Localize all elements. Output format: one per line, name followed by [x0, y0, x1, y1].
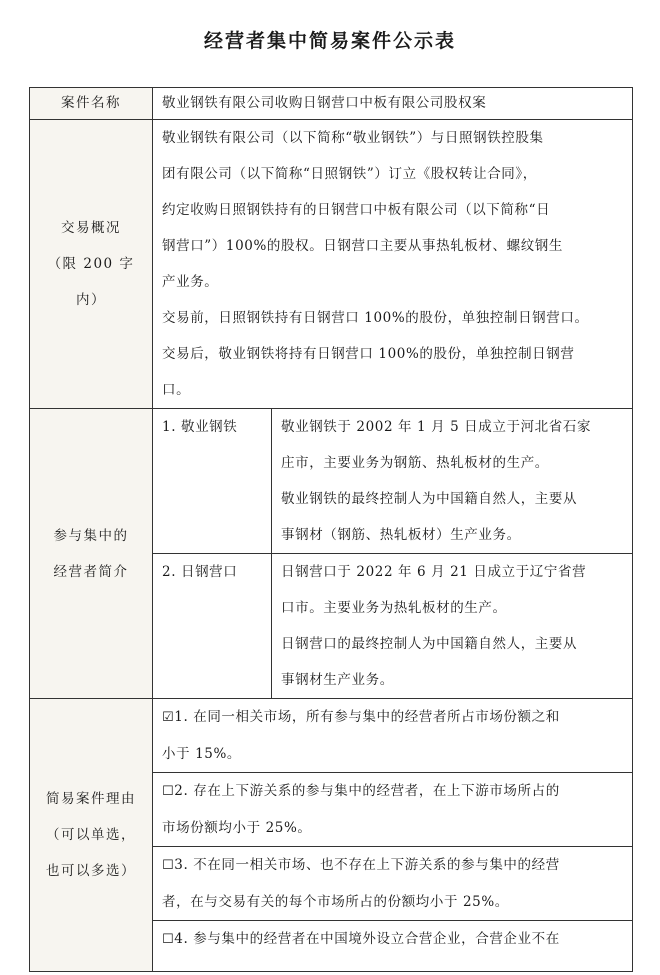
- case-name-value: 敬业钢铁有限公司收购日钢营口中板有限公司股权案: [162, 95, 487, 111]
- party-description-line: 敬业钢铁的最终控制人为中国籍自然人，主要从: [281, 491, 578, 507]
- party-name: 1. 敬业钢铁: [153, 409, 272, 554]
- party-description-line: 敬业钢铁于 2002 年 1 月 5 日成立于河北省石家: [281, 419, 592, 435]
- overview-line: 交易前，日照钢铁持有日钢营口 100%的股份，单独控制日钢营口。: [162, 310, 589, 326]
- disclosure-form-table: [29, 87, 633, 972]
- overview-label-line: （限 200 字: [47, 256, 135, 272]
- parties-label: [30, 409, 153, 699]
- checkbox-checked-icon[interactable]: ☑: [162, 710, 175, 725]
- case-name-cell: [153, 88, 633, 120]
- reasons-label-line: 简易案件理由: [46, 791, 136, 807]
- reason-text-line: 小于 15%。: [162, 746, 241, 762]
- reason-option: [153, 920, 632, 971]
- overview-label: [30, 120, 153, 409]
- parties-label-line: 参与集中的: [53, 527, 129, 544]
- parties-cell: [153, 409, 633, 699]
- reasons-label-line: （可以单选，: [46, 827, 136, 843]
- checkbox-unchecked-icon[interactable]: ☐: [162, 932, 175, 947]
- party-description-line: 口市。主要业务为热轧板材的生产。: [281, 600, 507, 616]
- reason-text-line: 4. 参与集中的经营者在中国境外设立合营企业，合营企业不在: [174, 931, 560, 947]
- party-description-line: 日钢营口于 2022 年 6 月 21 日成立于辽宁省营: [281, 564, 587, 580]
- reason-option: [153, 699, 632, 772]
- reasons-cell: [153, 699, 633, 972]
- overview-cell: [153, 120, 633, 409]
- case-name-label-text: 案件名称: [61, 95, 121, 111]
- party-description: [272, 554, 633, 699]
- reasons-label: [30, 699, 153, 972]
- reason-text-line: 1. 在同一相关市场，所有参与集中的经营者所占市场份额之和: [174, 709, 560, 725]
- overview-row: [30, 120, 633, 409]
- overview-line: 约定收购日照钢铁持有的日钢营口中板有限公司（以下简称“日: [162, 202, 551, 218]
- checkbox-unchecked-icon[interactable]: ☐: [162, 784, 175, 799]
- party-description-line: 庄市，主要业务为钢筋、热轧板材的生产。: [281, 455, 549, 471]
- reason-option: [153, 772, 632, 846]
- reason-text-line: 市场份额均小于 25%。: [162, 820, 312, 836]
- overview-line: 敬业钢铁有限公司（以下简称“敬业钢铁”）与日照钢铁控股集: [162, 130, 544, 146]
- case-name-row: [30, 88, 633, 120]
- checkbox-unchecked-icon[interactable]: ☐: [162, 858, 175, 873]
- parties-label-line: 经营者简介: [53, 563, 129, 580]
- party-row: [153, 554, 632, 699]
- overview-line: 产业务。: [162, 274, 219, 290]
- overview-label-line: 交易概况: [61, 220, 121, 236]
- party-row: [153, 409, 632, 554]
- party-description-line: 事钢材（钢筋、热轧板材）生产业务。: [281, 527, 521, 543]
- parties-table: [153, 409, 632, 698]
- reason-text-line: 2. 存在上下游关系的参与集中的经营者，在上下游市场所占的: [174, 783, 560, 799]
- reasons-label-line: 也可以多选）: [46, 863, 136, 879]
- party-description-line: 事钢材生产业务。: [281, 672, 394, 688]
- reason-option: [153, 846, 632, 920]
- overview-line: 口。: [162, 382, 191, 398]
- party-description-line: 日钢营口的最终控制人为中国籍自然人，主要从: [281, 636, 578, 652]
- reasons-row: [30, 699, 633, 972]
- party-name: 2. 日钢营口: [153, 554, 272, 699]
- party-description: [272, 409, 633, 554]
- overview-line: 钢营口”）100%的股权。日钢营口主要从事热轧板材、螺纹钢生: [162, 238, 563, 254]
- parties-row: [30, 409, 633, 699]
- reason-text-line: 者，在与交易有关的每个市场所占的份额均小于 25%。: [162, 894, 509, 910]
- overview-line: 交易后，敬业钢铁将持有日钢营口 100%的股份，单独控制日钢营: [162, 346, 575, 362]
- case-name-label: [30, 88, 153, 120]
- overview-label-line: 内）: [76, 292, 106, 308]
- overview-line: 团有限公司（以下简称“日照钢铁”）订立《股权转让合同》，: [162, 166, 537, 182]
- reason-text-line: 3. 不在同一相关市场、也不存在上下游关系的参与集中的经营: [174, 857, 560, 873]
- page-title: 经营者集中简易案件公示表: [203, 30, 456, 52]
